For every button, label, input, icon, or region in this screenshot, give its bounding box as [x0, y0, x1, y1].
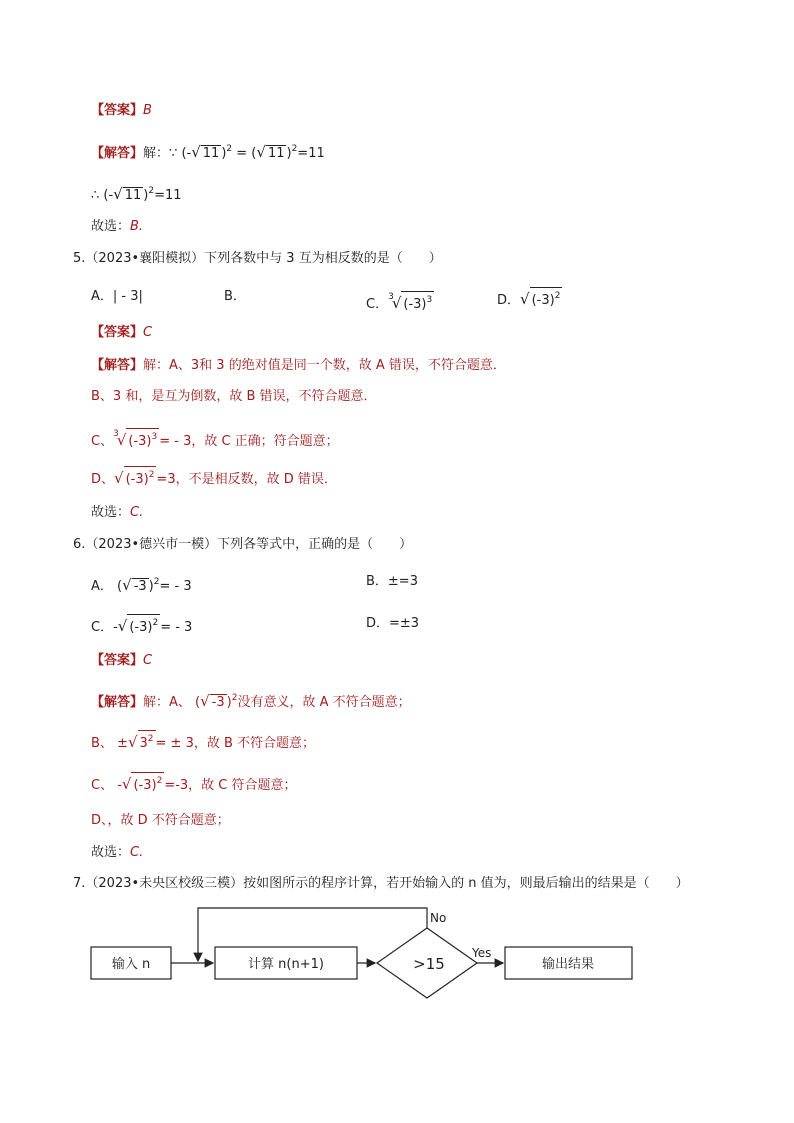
flow-input-label: 输入 n: [111, 957, 151, 972]
q5-stem: 5.（2023•襄阳模拟）下列各数中与 3 互为相反数的是（ ）: [73, 251, 442, 266]
q5-option-c: C．$^3$√ $(-3)^3$: [366, 292, 433, 312]
flow-output-label: 输出结果: [541, 957, 595, 972]
q5-solution-b: B、3 和，是互为倒数，故 B 错误，不符合题意．: [91, 389, 377, 404]
q5-option-d: D．√ $(-3)^2$: [497, 287, 562, 311]
q7-stem: 7.（2023•未央区校级三模）按如图所示的程序计算，若开始输入的 n 值为，则最后输出的结果是（ ）: [73, 876, 689, 891]
q5-solution-d: D、√ $(-3)^2 =3$，不是相反数，故 D 错误．: [91, 466, 337, 490]
q6-option-c: C．-√ $(-3)^2$ = - 3: [91, 614, 192, 638]
q5-option-b: B．: [224, 289, 246, 304]
q6-conclusion: 故选：C.: [91, 845, 144, 860]
q6-option-b: B．±=3: [366, 574, 418, 589]
flow-condition-label: >15: [413, 955, 445, 973]
q5-answer-line: 【答案】C: [91, 325, 153, 340]
q5-option-a: A．| - 3|: [91, 289, 143, 304]
math-expression: ∴ (-√ 11 )$^2$=11: [91, 185, 182, 203]
solution-intro: 解：∵: [143, 146, 178, 161]
q6-solution-c: C、 -√ $(-3)^2 =-3$，故 C 符合题意；: [91, 772, 297, 796]
q6-option-d: D．=±3: [366, 616, 420, 631]
q6-answer-line: 【答案】C: [91, 653, 153, 668]
answer-value: B: [143, 103, 152, 118]
q5-solution-c: C、$^3$√ $(-3)^3$ = - 3，故 C 正确；符合题意；: [91, 429, 339, 449]
flow-compute-label: 计算 n(n+1): [248, 957, 324, 972]
q6-solution-d: D、，故 D 不符合题意；: [91, 813, 230, 828]
flow-no-label: No: [430, 911, 447, 925]
q4-solution-line-2: [91, 181, 182, 206]
flowchart: [0, 895, 794, 1025]
q6-stem: 6.（2023•德兴市一模）下列各等式中，正确的是（ ）: [73, 537, 413, 552]
q5-solution-a: 【解答】解：A、3和 3 的绝对值是同一个数，故 A 错误，不符合题意．: [91, 358, 506, 373]
q6-solution-b: B、 ±√ $3^2$ = ± 3，故 B 不符合题意；: [91, 730, 315, 754]
math-expression: (-√ 11 )$^2$ = (√ 11 )$^2$=11: [181, 143, 325, 161]
q4-solution-line-1: [91, 139, 325, 164]
q6-option-a: A． (√ -3 )$^2$= - 3: [91, 576, 192, 594]
q4-answer-line: [91, 101, 152, 121]
q6-solution-a: 【解答】解：A、 (√ -3 )$^2$没有意义，故 A 不符合题意；: [91, 692, 411, 710]
q5-conclusion: 故选：C.: [91, 505, 144, 520]
solution-tag: 【解答】: [91, 146, 144, 161]
answer-tag: 【答案】: [91, 103, 144, 118]
flow-yes-label: Yes: [472, 946, 492, 960]
q4-conclusion: 故选：B.: [91, 219, 144, 234]
